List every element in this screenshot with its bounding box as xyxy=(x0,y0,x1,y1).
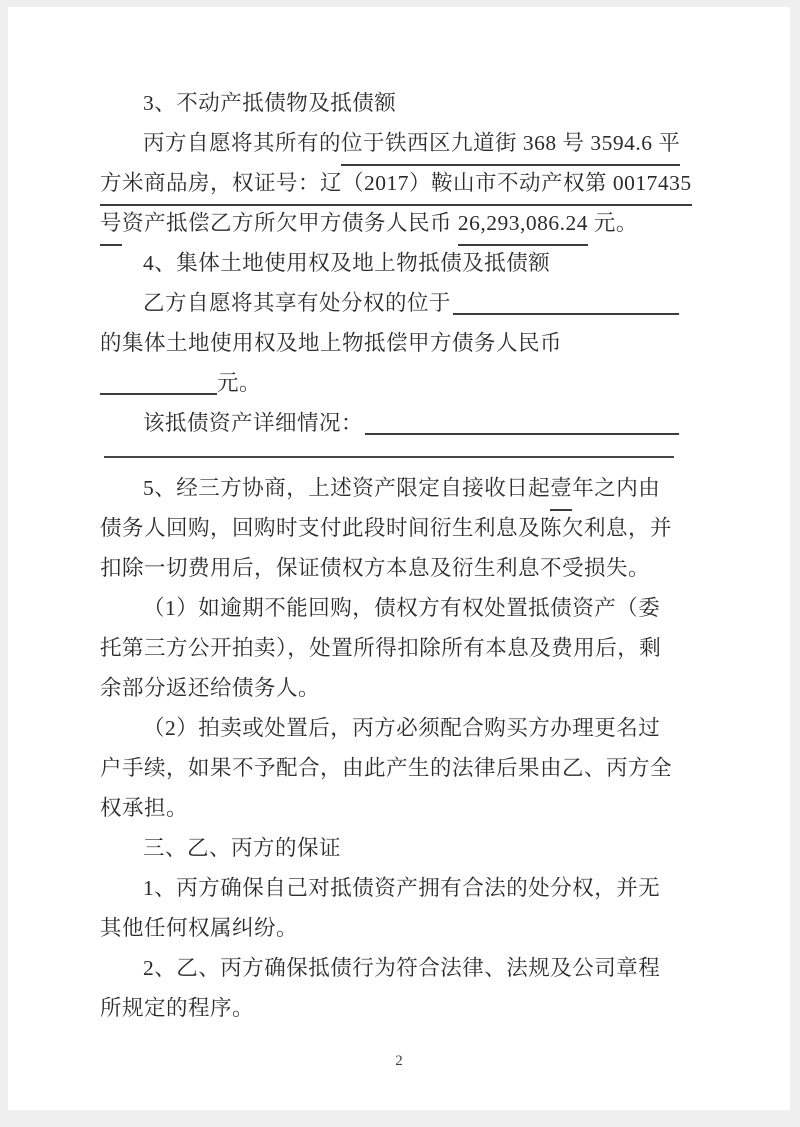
text-segment: 元。 xyxy=(217,371,262,395)
document-line xyxy=(100,468,679,508)
document-line xyxy=(100,363,679,403)
text-segment: 余部分返还给债务人。 xyxy=(100,676,321,700)
document-line xyxy=(100,788,679,828)
text-segment: 所规定的程序。 xyxy=(100,996,255,1020)
text-segment: 元。 xyxy=(588,211,638,235)
underlined-text: 号 xyxy=(100,203,122,246)
document-line xyxy=(100,908,679,948)
text-segment: 1、丙方确保自己对抵债资产拥有合法的处分权，并无 xyxy=(143,876,661,900)
underlined-text: 26,293,086.24 xyxy=(458,203,588,246)
document-line xyxy=(100,403,679,443)
document-line xyxy=(100,988,679,1028)
text-segment: 权承担。 xyxy=(100,796,189,820)
text-segment: 户手续，如果不予配合，由此产生的法律后果由乙、丙方全 xyxy=(100,756,673,780)
document-line xyxy=(100,948,679,988)
text-segment: 托第三方公开拍卖），处置所得扣除所有本息及费用后，剩 xyxy=(100,636,662,660)
text-segment: 5、经三方协商，上述资产限定自接收日起 xyxy=(143,476,551,500)
document-line xyxy=(100,668,679,708)
document-line xyxy=(100,508,679,548)
document-line xyxy=(100,83,679,123)
document-line xyxy=(100,123,679,163)
underlined-text: 壹 xyxy=(550,468,572,511)
blank-fill-field xyxy=(100,392,217,395)
document-line xyxy=(100,828,679,868)
text-segment: 3、不动产抵债物及抵债额 xyxy=(143,91,397,115)
blank-fill-field xyxy=(365,432,679,435)
document-line xyxy=(100,548,679,588)
document-content xyxy=(100,83,692,1028)
blank-fill-field xyxy=(453,312,679,315)
text-segment: 年之内由 xyxy=(572,476,661,500)
text-segment: （2）拍卖或处置后，丙方必须配合购买方办理更名过 xyxy=(143,716,661,740)
text-segment: 资产抵偿乙方所欠甲方债务人民币 xyxy=(122,211,458,235)
document-line xyxy=(100,628,679,668)
blank-rule-line xyxy=(104,443,674,458)
document-line xyxy=(100,323,679,363)
text-segment: 该抵债资产详细情况： xyxy=(143,411,364,435)
document-line xyxy=(100,748,679,788)
text-segment: 的集体土地使用权及地上物抵偿甲方债务人民币 xyxy=(100,331,563,355)
text-segment: 三、乙、丙方的保证 xyxy=(143,836,342,860)
text-segment: 债务人回购，回购时支付此段时间衍生利息及陈欠利息，并 xyxy=(100,516,673,540)
underlined-text: 位于铁西区九道街 368 号 3594.6 平 xyxy=(341,123,680,166)
text-segment: 乙方自愿将其享有处分权的位于 xyxy=(143,291,452,315)
page-number: 2 xyxy=(395,1053,403,1069)
text-segment: 其他任何权属纠纷。 xyxy=(100,916,299,940)
document-line xyxy=(100,163,692,203)
text-segment: 扣除一切费用后，保证债权方本息及衍生利息不受损失。 xyxy=(100,556,651,580)
text-segment: 丙方自愿将其所有的 xyxy=(143,131,342,155)
text-segment: 2、乙、丙方确保抵债行为符合法律、法规及公司章程 xyxy=(143,956,661,980)
document-line xyxy=(100,203,679,243)
document-line xyxy=(100,588,679,628)
document-line xyxy=(100,868,679,908)
document-line xyxy=(100,243,679,283)
document-line xyxy=(100,283,679,323)
document-line xyxy=(100,708,679,748)
text-segment: （1）如逾期不能回购，债权方有权处置抵债资产（委 xyxy=(143,596,661,620)
text-segment: 4、集体土地使用权及地上物抵债及抵债额 xyxy=(143,251,551,275)
underlined-text: 方米商品房，权证号：辽（2017）鞍山市不动产权第 0017435 xyxy=(100,163,692,206)
document-page xyxy=(8,7,790,1110)
